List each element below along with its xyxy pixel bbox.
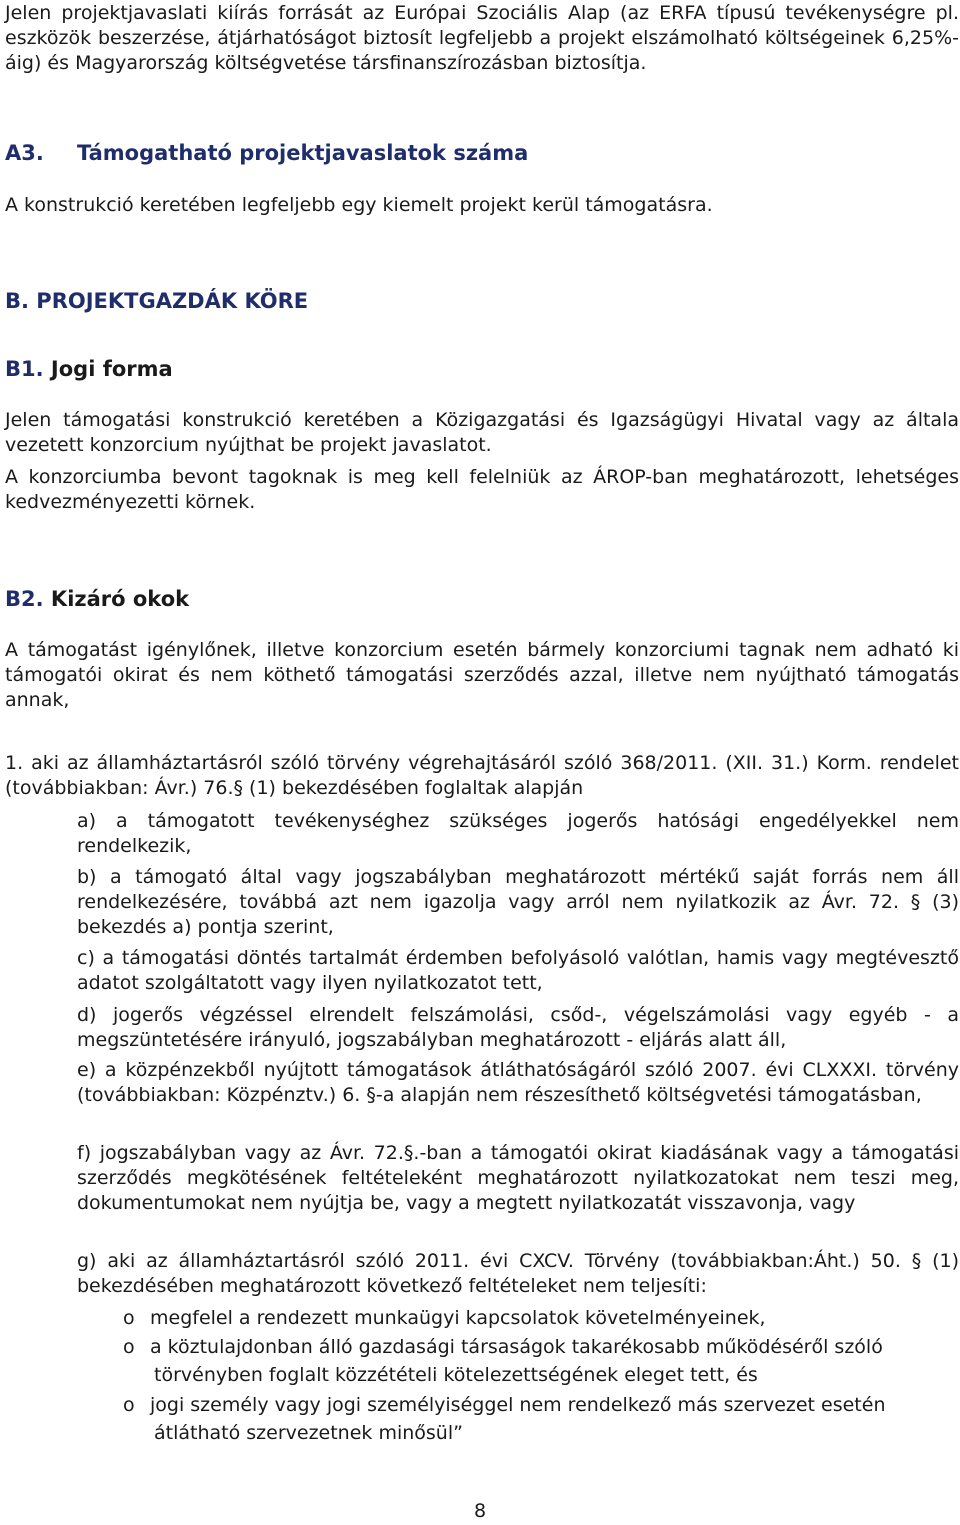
exclusion-subitem-e: e) a közpénzekből nyújtott támogatások átláthatóságáról szóló 2007. évi CLXXXI. törvény (továbbiakban: Közpénztv.) 6. §-a alapján nem részesíthető költségvetési támogatásban, [77, 1059, 959, 1106]
intro-paragraph: Jelen projektjavaslati kiírás forrását az Európai Szociális Alap (az ERFA típusú tevékenységre pl. eszközök beszerzése, átjárhatóságot biztosít legfeljebb a projekt elszámolható költségeinek 6,25%-áig) és Magyarország költségvetése társfinanszírozásban biztosítja. [5, 2, 959, 74]
bullet-text-line-2: átlátható szervezetnek minősül” [154, 1422, 463, 1444]
section-b1-number: B1. [5, 357, 44, 381]
exclusion-subitem-b: b) a támogató által vagy jogszabályban meghatározott mértékű saját forrás nem áll rendelkezésére, továbbá azt nem igazolja vagy arról nem nyilatkozik az Ávr. 72. § (3) bekezdés a) pontja szerint, [77, 866, 959, 938]
bullet-text-line: a köztulajdonban álló gazdasági társaságok takarékosabb működéséről szóló [150, 1336, 883, 1358]
exclusion-subitem-f: f) jogszabályban vagy az Ávr. 72.§.-ban a támogatói okirat kiadásának vagy a támogatási szerződés megkötésének feltételeként meghatározott nyilatkozatokat nem teszi meg, dokumentumokat nem nyújtja be, vagy a megtett nyilatkozatát visszavonja, vagy [77, 1142, 959, 1214]
exclusion-subitem-d: d) jogerős végzéssel elrendelt felszámolási, csőd-, végelszámolási vagy egyéb - a megszüntetésére irányuló, jogszabályban meghatározott - eljárás alatt áll, [77, 1004, 959, 1051]
section-b2-paragraph: A támogatást igénylőnek, illetve konzorcium esetén bármely konzorciumi tagnak nem adható ki támogatói okirat és nem köthető támogatási szerződés azzal, illetve nem nyújtható támogatás annak, [5, 639, 959, 711]
section-b2-heading [5, 585, 189, 613]
section-a3-body: A konstrukció keretében legfeljebb egy kiemelt projekt kerül támogatásra. [5, 194, 713, 216]
bullet-text-line-2: törvényben foglalt közzétételi kötelezettségének eleget tett, és [154, 1364, 758, 1386]
section-a3-number: A3. [5, 141, 44, 165]
section-b-title: PROJEKTGAZDÁK KÖRE [36, 289, 309, 313]
exclusion-subitem-a: a) a támogatott tevékenységhez szükséges jogerős hatósági engedélyekkel nem rendelkezik, [77, 810, 959, 857]
section-b1-paragraph-1: Jelen támogatási konstrukció keretében a Közigazgatási és Igazságügyi Hivatal vagy az általa vezetett konzorcium nyújthat be projekt javaslatot. [5, 409, 959, 456]
section-b1-title: Jogi forma [50, 357, 173, 381]
exclusion-subitem-c: c) a támogatási döntés tartalmát érdemben befolyásoló valótlan, hamis vagy megtévesztő adatot szolgáltatott vagy ilyen nyilatkozatot tett, [77, 947, 959, 994]
bullet-text-line: megfelel a rendezett munkaügyi kapcsolatok követelményeinek, [150, 1307, 766, 1329]
bullet-text-line: jogi személy vagy jogi személyiséggel nem rendelkező más szervezet esetén [150, 1394, 886, 1416]
section-b2-title: Kizáró okok [50, 587, 190, 611]
section-a3-title: Támogatható projektjavaslatok száma [77, 141, 529, 165]
bullet-marker: o [123, 1394, 135, 1416]
section-b1-paragraph-2: A konzorciumba bevont tagoknak is meg kell felelniük az ÁROP-ban meghatározott, lehetséges kedvezményezetti körnek. [5, 466, 959, 513]
section-a3-heading [5, 139, 528, 167]
section-b-heading [5, 287, 308, 315]
section-b2-number: B2. [5, 587, 44, 611]
section-b1-heading [5, 355, 173, 383]
exclusion-subitem-g: g) aki az államháztartásról szóló 2011. évi CXCV. Törvény (továbbiakban:Áht.) 50. § (1) bekezdésében meghatározott következő feltételeket nem teljesíti: [77, 1250, 959, 1297]
exclusion-item-1: 1. aki az államháztartásról szóló törvény végrehajtásáról szóló 368/2011. (XII. 31.) Korm. rendelet (továbbiakban: Ávr.) 76.§ (1) bekezdésében foglaltak alapján [5, 752, 959, 799]
bullet-marker: o [123, 1307, 135, 1329]
page-number: 8 [473, 1500, 487, 1522]
section-b-letter: B. [5, 289, 29, 313]
bullet-marker: o [123, 1336, 135, 1358]
